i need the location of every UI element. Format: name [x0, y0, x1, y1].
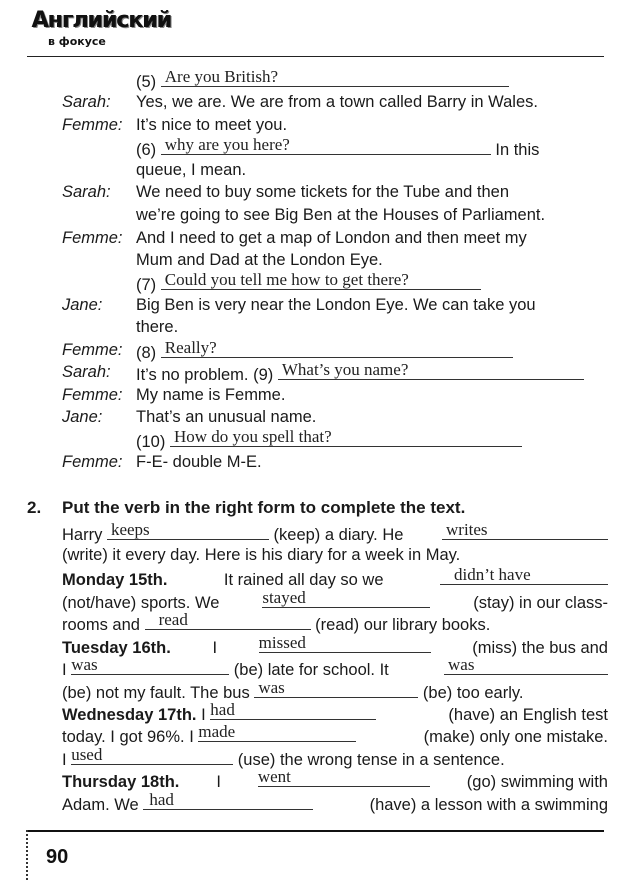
- speaker-label: Femme:: [62, 116, 123, 134]
- handwritten-answer: stayed: [262, 588, 306, 607]
- answer-blank[interactable]: [107, 521, 269, 540]
- exercise-text: (write) it every day. Here is his diary for a week in May.: [62, 546, 461, 564]
- exercise-line: [62, 791, 608, 816]
- dialogue-line-7: [136, 271, 481, 296]
- answer-blank[interactable]: [258, 768, 430, 787]
- dialogue-text: Mum and Dad at the London Eye.: [136, 251, 383, 269]
- speaker-label: Femme:: [62, 229, 123, 247]
- answer-blank[interactable]: [145, 611, 311, 630]
- answer-blank[interactable]: [71, 656, 229, 675]
- exercise-text: (have) an English test: [448, 706, 608, 724]
- handwritten-answer: read: [158, 610, 188, 629]
- exercise-text: I: [212, 639, 218, 657]
- exercise-text: (miss) the bus and: [472, 639, 608, 657]
- speaker-label: Femme:: [62, 453, 123, 471]
- exercise-text: (make) only one mistake.: [423, 728, 608, 746]
- dialogue-text: Big Ben is very near the London Eye. We can take you: [136, 296, 536, 314]
- exercise-line: [62, 521, 608, 546]
- page-number: 90: [46, 846, 69, 868]
- exercise-text: I: [62, 661, 67, 679]
- exercise-instruction: Put the verb in the right form to complete the text.: [62, 498, 466, 517]
- dialogue-text: My name is Femme.: [136, 386, 286, 404]
- exercise-line: [62, 723, 608, 748]
- answer-blank[interactable]: [170, 428, 522, 447]
- handwritten-answer: was: [448, 655, 475, 674]
- handwritten-answer: What’s you name?: [281, 360, 409, 379]
- exercise-text: I: [201, 706, 206, 724]
- item-number: (6): [136, 141, 157, 159]
- header-rule: [27, 56, 604, 57]
- answer-blank[interactable]: [161, 339, 513, 358]
- speaker-label: Femme:: [62, 386, 123, 404]
- speaker-label: Sarah:: [62, 93, 111, 111]
- handwritten-answer: had: [210, 700, 235, 719]
- dialogue-text: It’s no problem. (9): [136, 366, 274, 384]
- exercise-text: today. I got 96%. I: [62, 728, 194, 746]
- exercise-text: I: [216, 773, 221, 791]
- dialogue-text: F-E- double M-E.: [136, 453, 262, 471]
- speaker-label: Femme:: [62, 341, 123, 359]
- exercise-text: (read) our library books.: [315, 616, 491, 634]
- speaker-label: Jane:: [62, 296, 103, 314]
- handwritten-answer: had: [149, 790, 174, 809]
- exercise-line: [62, 656, 608, 681]
- dialogue-text: That’s an unusual name.: [136, 408, 317, 426]
- exercise-text: I: [62, 751, 67, 769]
- exercise-line: [62, 566, 608, 591]
- exercise-text: (keep) a diary. He: [273, 526, 404, 544]
- exercise-text: (go) swimming with: [466, 773, 608, 791]
- handwritten-answer: went: [257, 767, 291, 786]
- item-number: (10): [136, 433, 166, 451]
- day-heading: Tuesday 16th.: [62, 639, 171, 657]
- handwritten-answer: keeps: [110, 520, 150, 539]
- answer-blank[interactable]: [161, 136, 491, 155]
- dialogue-text: we’re going to see Big Ben at the Houses of Parliament.: [136, 206, 546, 224]
- logo-subtitle: в фокусе: [48, 35, 106, 48]
- answer-blank[interactable]: [444, 656, 608, 675]
- dialogue-line-6: [136, 136, 539, 161]
- item-number: (5): [136, 73, 157, 91]
- dialogue-text: It’s nice to meet you.: [136, 116, 288, 134]
- dialogue-line-9: [136, 361, 584, 386]
- exercise-text: Adam. We: [62, 796, 139, 814]
- book-logo: [32, 8, 172, 50]
- handwritten-answer: How do you spell that?: [173, 427, 332, 446]
- answer-blank[interactable]: [143, 791, 313, 810]
- day-heading: Monday 15th.: [62, 571, 168, 589]
- dialogue-text: In this: [495, 141, 540, 159]
- answer-blank[interactable]: [210, 701, 376, 720]
- exercise-text: (be) not my fault. The bus: [62, 684, 250, 702]
- dialogue-text: Yes, we are. We are from a town called Barry in Wales.: [136, 93, 538, 111]
- dialogue-text: And I need to get a map of London and then meet my: [136, 229, 527, 247]
- handwritten-answer: was: [71, 655, 98, 674]
- exercise-text: (have) a lesson with a swimming: [369, 796, 608, 814]
- handwritten-answer: made: [198, 722, 236, 741]
- answer-blank[interactable]: [259, 634, 431, 653]
- dialogue-line-10: [136, 428, 522, 453]
- exercise-text: (stay) in our class-: [473, 594, 608, 612]
- exercise-text: (use) the wrong tense in a sentence.: [237, 751, 505, 769]
- answer-blank[interactable]: [71, 746, 233, 765]
- logo-title: Английский: [32, 8, 172, 33]
- speaker-label: Jane:: [62, 408, 103, 426]
- exercise-text: rooms and: [62, 616, 140, 634]
- exercise-text: It rained all day so we: [223, 571, 384, 589]
- speaker-label: Sarah:: [62, 363, 111, 381]
- exercise-line: [62, 768, 608, 793]
- exercise-text: (be) too early.: [422, 684, 524, 702]
- handwritten-answer: didn’t have: [454, 565, 531, 584]
- margin-dotted-line: [26, 830, 28, 880]
- footer-rule: [27, 830, 604, 832]
- day-heading: Wednesday 17th.: [62, 706, 197, 724]
- dialogue-text: We need to buy some tickets for the Tube and then: [136, 183, 510, 201]
- speaker-label: Sarah:: [62, 183, 111, 201]
- answer-blank[interactable]: [161, 68, 509, 87]
- exercise-number: 2.: [27, 498, 42, 517]
- answer-blank[interactable]: [278, 361, 584, 380]
- exercise-text: (be) late for school. It: [233, 661, 389, 679]
- exercise-text: Harry: [62, 526, 103, 544]
- handwritten-answer: used: [71, 745, 103, 764]
- exercise-text: (not/have) sports. We: [62, 594, 220, 612]
- answer-blank[interactable]: [442, 521, 608, 540]
- handwritten-answer: Really?: [164, 338, 217, 357]
- handwritten-answer: missed: [258, 633, 306, 652]
- handwritten-answer: was: [258, 678, 285, 697]
- dialogue-line-5: [136, 68, 509, 93]
- handwritten-answer: why are you here?: [164, 135, 290, 154]
- dialogue-text: queue, I mean.: [136, 161, 247, 179]
- day-heading: Thursday 18th.: [62, 773, 180, 791]
- answer-blank[interactable]: [262, 589, 430, 608]
- answer-blank[interactable]: [254, 679, 418, 698]
- item-number: (7): [136, 276, 157, 294]
- handwritten-answer: Could you tell me how to get there?: [164, 270, 409, 289]
- answer-blank[interactable]: [198, 723, 356, 742]
- dialogue-text: there.: [136, 318, 179, 336]
- answer-blank[interactable]: [440, 566, 608, 585]
- item-number: (8): [136, 344, 157, 362]
- handwritten-answer: Are you British?: [164, 67, 279, 86]
- handwritten-answer: writes: [446, 520, 488, 539]
- answer-blank[interactable]: [161, 271, 481, 290]
